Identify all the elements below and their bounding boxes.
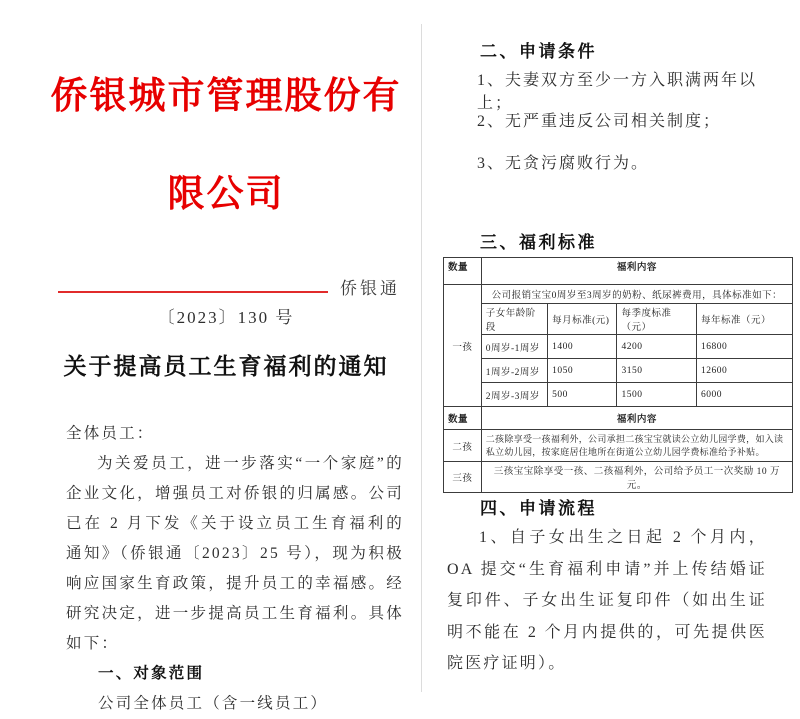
letterhead-line-1: 侨银城市管理股份有 <box>50 76 402 117</box>
label-second-child: 二孩 <box>444 430 482 462</box>
cell-quarterly: 1500 <box>617 383 697 407</box>
section-4-paragraph: 1、自子女出生之日起 2 个月内，OA 提交“生育福利申请”并上传结婚证复印件、子女出生证复印件（如出生证明不能在 2 个月内提供的，可先提供医院医疗证明）。 <box>447 529 767 672</box>
red-underline-rule <box>58 291 328 293</box>
table-row-age-0-1 <box>444 335 793 359</box>
condition-item-3: 3、无贪污腐败行为。 <box>477 155 650 172</box>
first-child-intro-text: 公司报销宝宝0周岁至3周岁的奶粉、纸尿裤费用，具体标准如下： <box>481 285 792 304</box>
left-page-body <box>66 419 404 719</box>
subheader-age: 子女年龄阶段 <box>481 304 547 335</box>
condition-item-1: 1、夫妻双方至少一方入职满两年以上； <box>477 72 758 112</box>
table-row-age-2-3 <box>444 383 793 407</box>
condition-item-2: 2、无严重违反公司相关制度； <box>477 113 722 130</box>
cell-quarterly: 4200 <box>617 335 697 359</box>
cell-quarterly: 3150 <box>617 359 697 383</box>
section-2-heading: 二、申请条件 <box>480 42 597 61</box>
cell-yearly: 6000 <box>697 383 793 407</box>
label-third-child: 三孩 <box>444 462 482 493</box>
cell-age: 1周岁-2周岁 <box>481 359 547 383</box>
second-child-benefit-text: 二孩除享受一孩福利外，公司承担二孩宝宝就读公立幼儿园学费，如入读私立幼儿园，按家庭居住地所在街道公立幼儿园学费标准给予补贴。 <box>481 430 792 462</box>
benefits-table <box>443 257 793 493</box>
header-qty: 数量 <box>444 407 482 430</box>
document-title: 关于提高员工生育福利的通知 <box>63 354 389 379</box>
subheader-monthly: 每月标准(元) <box>548 304 617 335</box>
cell-yearly: 12600 <box>697 359 793 383</box>
section-3-heading: 三、福利标准 <box>480 233 597 252</box>
table-row-second-child <box>444 430 793 462</box>
header-qty: 数量 <box>444 258 482 285</box>
label-first-child: 一孩 <box>444 285 482 407</box>
table-row-third-child <box>444 462 793 493</box>
cell-monthly: 500 <box>548 383 617 407</box>
salutation: 全体员工： <box>66 425 155 442</box>
cell-age: 2周岁-3周岁 <box>481 383 547 407</box>
intro-paragraph: 为关爱员工，进一步落实“一个家庭”的企业文化，增强员工对侨银的归属感。公司已在 2 月下发《关于设立员工生育福利的通知》（侨银通〔2023〕25 号），现为积极响应国家生育政策，提升员工的幸福感。经研究决定，进一步提高员工生育福利。具体如下： <box>66 455 404 652</box>
table-subheader-row <box>444 304 793 335</box>
section-1-body: 公司全体员工（含一线员工） <box>98 695 329 712</box>
header-content: 福利内容 <box>481 258 792 285</box>
table-header-row-2 <box>444 407 793 430</box>
header-content: 福利内容 <box>481 407 792 430</box>
section-4-heading: 四、申请流程 <box>480 499 597 518</box>
benefits-table-wrapper <box>443 257 793 493</box>
letterhead-line-2: 限公司 <box>167 174 285 215</box>
company-letterhead <box>30 48 422 244</box>
table-row-age-1-2 <box>444 359 793 383</box>
table-header-row-1 <box>444 258 793 285</box>
cell-age: 0周岁-1周岁 <box>481 335 547 359</box>
table-row-first-child-intro <box>444 285 793 304</box>
subheader-yearly: 每年标准（元） <box>697 304 793 335</box>
subheader-quarterly: 每季度标准（元） <box>617 304 697 335</box>
cell-monthly: 1400 <box>548 335 617 359</box>
cell-monthly: 1050 <box>548 359 617 383</box>
section-1-heading: 一、对象范围 <box>98 665 205 682</box>
issuer-label: 侨银通 <box>340 279 400 298</box>
document-number: 〔2023〕130 号 <box>157 308 295 327</box>
cell-yearly: 16800 <box>697 335 793 359</box>
third-child-benefit-text: 三孩宝宝除享受一孩、二孩福利外，公司给予员工一次奖励 10 万元。 <box>481 462 792 493</box>
